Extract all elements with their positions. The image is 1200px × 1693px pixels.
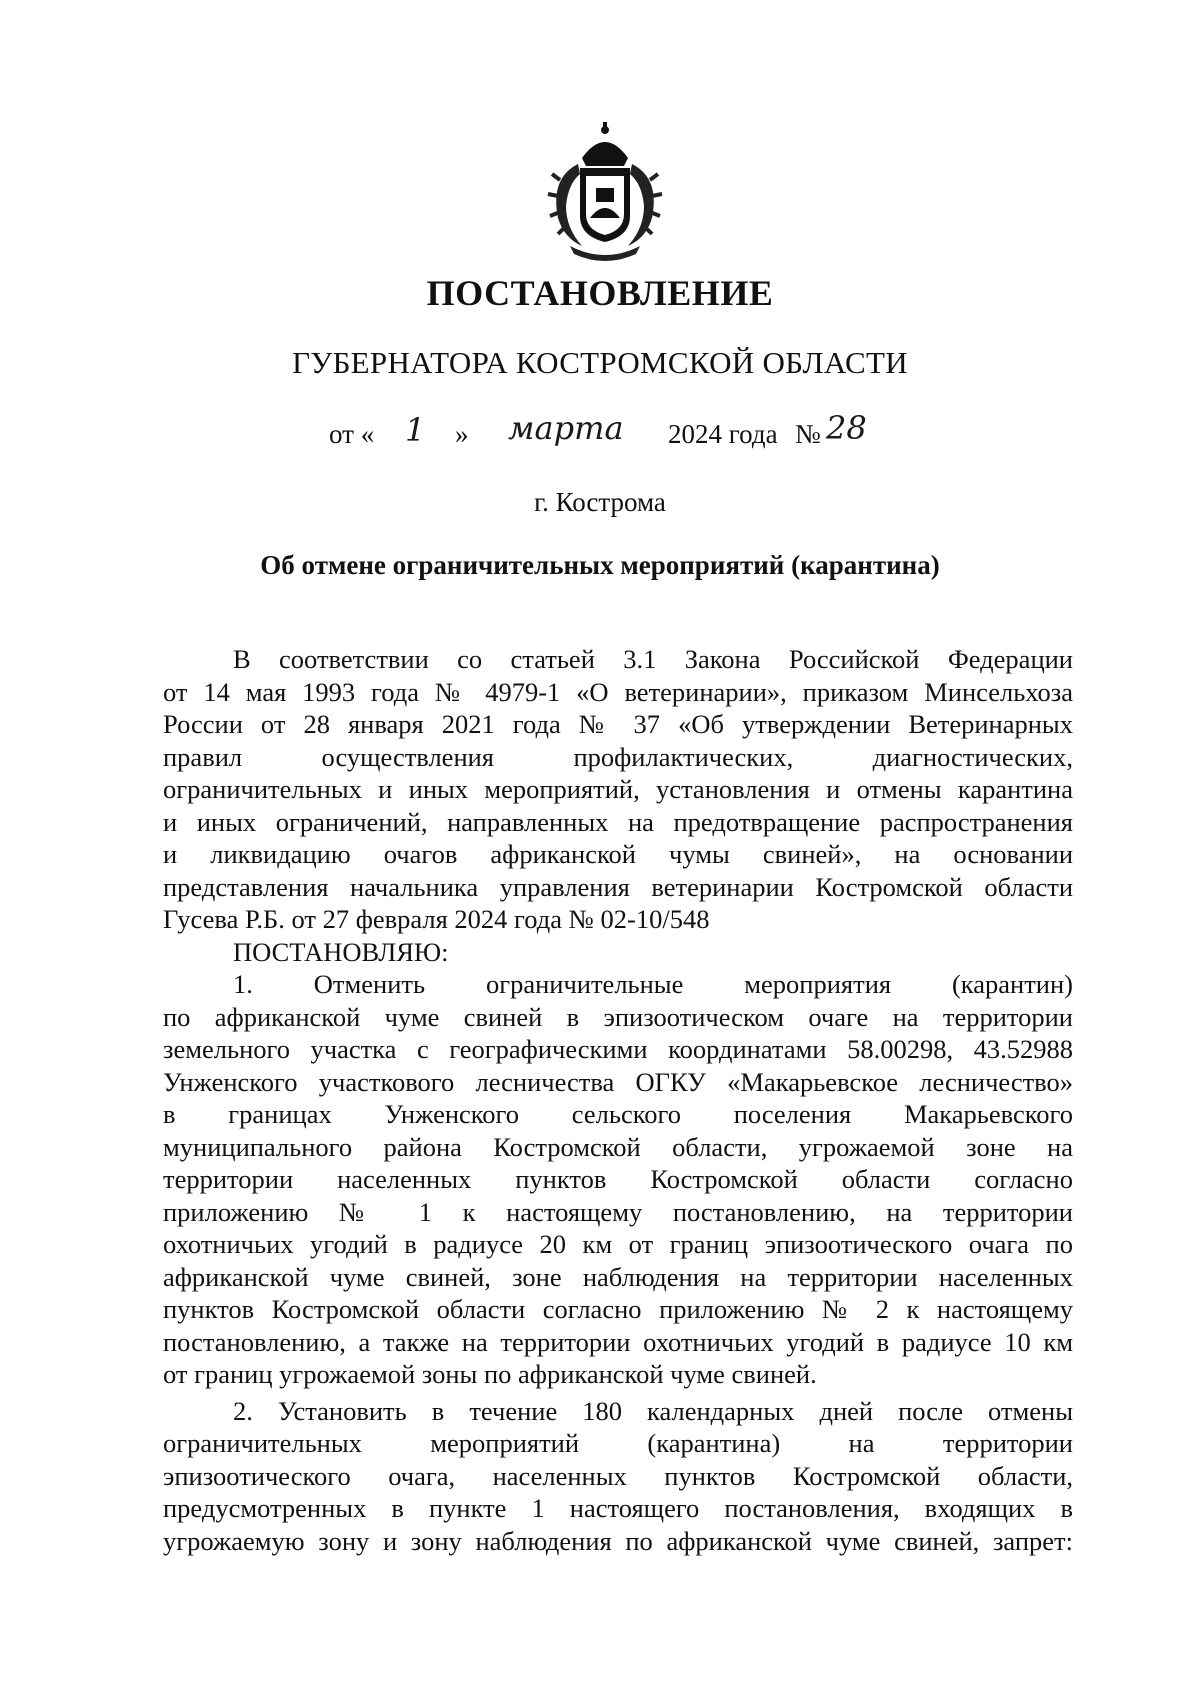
city-name: г. Кострома xyxy=(534,487,666,517)
item-line: пунктов Костромской области согласно приложению № 2 к настоящему xyxy=(163,1294,1073,1324)
document-type-heading: ПОСТАНОВЛЕНИЕ xyxy=(426,273,774,313)
item-line: от границ угрожаемой зоны по африканской чуме свиней. xyxy=(163,1359,817,1389)
date-line xyxy=(0,409,1200,461)
item-line: постановлению, а также на территории охотничьих угодий в радиусе 10 км xyxy=(163,1326,1073,1357)
item-line: охотничьих угодий в радиусе 20 км от границ эпизоотического очага по xyxy=(163,1229,1073,1259)
item-line: Унженского участкового лесничества ОГКУ «Макарьевское лесничество» xyxy=(163,1066,1073,1097)
body-line: правил осуществления профилактических, диагностических, xyxy=(163,741,1073,772)
item-line: территории населенных пунктов Костромской области согласно xyxy=(163,1164,1073,1194)
body-line: от 14 мая 1993 года № 4979-1 «О ветеринарии», приказом Минсельхоза xyxy=(163,676,1073,707)
item-line: по африканской чуме свиней в эпизоотическом очаге на территории xyxy=(163,1001,1073,1032)
item-line: предусмотренных в пункте 1 настоящего постановления, входящих в xyxy=(163,1493,1073,1523)
issuer-heading: ГУБЕРНАТОРА КОСТРОМСКОЙ ОБЛАСТИ xyxy=(292,345,908,380)
document-subject: Об отмене ограничительных мероприятий (карантина) xyxy=(260,550,940,580)
body-line: представления начальника управления ветеринарии Костромской области xyxy=(163,871,1073,902)
date-close-quote: » xyxy=(455,419,469,449)
item-line: приложению № 1 к настоящему постановлению, на территории xyxy=(163,1196,1073,1227)
date-year: 2024 года xyxy=(668,419,778,449)
body-line: ограничительных и иных мероприятий, установления и отмены карантина xyxy=(163,774,1073,804)
date-month-handwritten: марта xyxy=(508,409,624,447)
item-line: эпизоотического очага, населенных пунктов Костромской области, xyxy=(163,1460,1073,1491)
item-line: в границах Унженского сельского поселения Макарьевского xyxy=(163,1099,1073,1129)
item-line: 1. Отменить ограничительные мероприятия (карантин) xyxy=(233,969,1073,999)
document-number-label: № xyxy=(795,419,821,449)
body-line: Гусева Р.Б. от 27 февраля 2024 года № 02-10/548 xyxy=(163,904,710,934)
document-body xyxy=(163,643,1073,1557)
date-day-handwritten: 1 xyxy=(405,411,426,449)
body-line: и иных ограничений, направленных на предотвращение распространения xyxy=(163,806,1073,837)
item-line: 2. Установить в течение 180 календарных дней после отмены xyxy=(233,1395,1073,1426)
date-prefix: от « xyxy=(329,419,375,449)
item-line: африканской чуме свиней, зоне наблюдения на территории населенных xyxy=(163,1261,1073,1292)
decree-word: ПОСТАНОВЛЯЮ: xyxy=(233,936,449,967)
item-line: ограничительных мероприятий (карантина) на территории xyxy=(163,1428,1073,1458)
body-line: и ликвидацию очагов африканской чумы свиней», на основании xyxy=(163,839,1073,869)
coat-of-arms-icon xyxy=(530,118,680,268)
item-line: земельного участка с географическими координатами 58.00298, 43.52988 xyxy=(163,1034,1073,1064)
body-line: В соответствии со статьей 3.1 Закона Российской Федерации xyxy=(233,644,1073,674)
item-line: угрожаемую зону и зону наблюдения по африканской чуме свиней, запрет: xyxy=(163,1525,1073,1556)
item-line: муниципального района Костромской области, угрожаемой зоне на xyxy=(163,1131,1073,1162)
document-number-handwritten: 28 xyxy=(826,409,867,447)
body-line: России от 28 января 2021 года № 37 «Об утверждении Ветеринарных xyxy=(163,709,1073,739)
